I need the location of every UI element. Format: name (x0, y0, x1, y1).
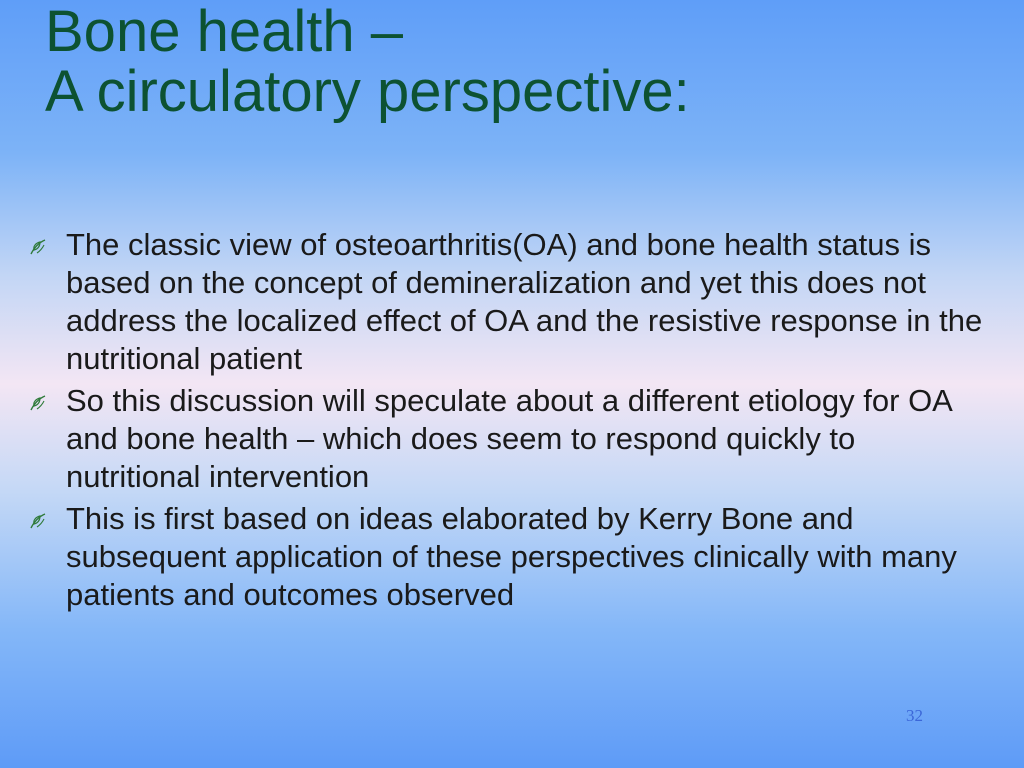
slide-title (45, 2, 1005, 122)
slide-title-line-1: Bone health – (45, 0, 403, 64)
bullet-item (28, 500, 988, 614)
slide-title-line-2: A circulatory perspective: (45, 59, 690, 124)
bullet-item (28, 382, 988, 496)
leaf-bullet-icon (28, 393, 48, 413)
leaf-bullet-icon (28, 237, 48, 257)
page-number: 32 (906, 706, 923, 725)
bullet-text: So this discussion will speculate about a different etiology for OA and bone health – which does seem to respond quickly to nutritional intervention (66, 383, 952, 494)
bullet-text: The classic view of osteoarthritis(OA) and bone health status is based on the concept of demineralization and yet this does not address the localized effect of OA and the resistive response in the nutritional patient (66, 227, 983, 376)
bullet-text: This is first based on ideas elaborated by Kerry Bone and subsequent application of these perspectives clinically with many patients and outcomes observed (66, 501, 957, 612)
bullet-list (28, 226, 988, 618)
leaf-bullet-icon (28, 511, 48, 531)
bullet-item (28, 226, 988, 378)
